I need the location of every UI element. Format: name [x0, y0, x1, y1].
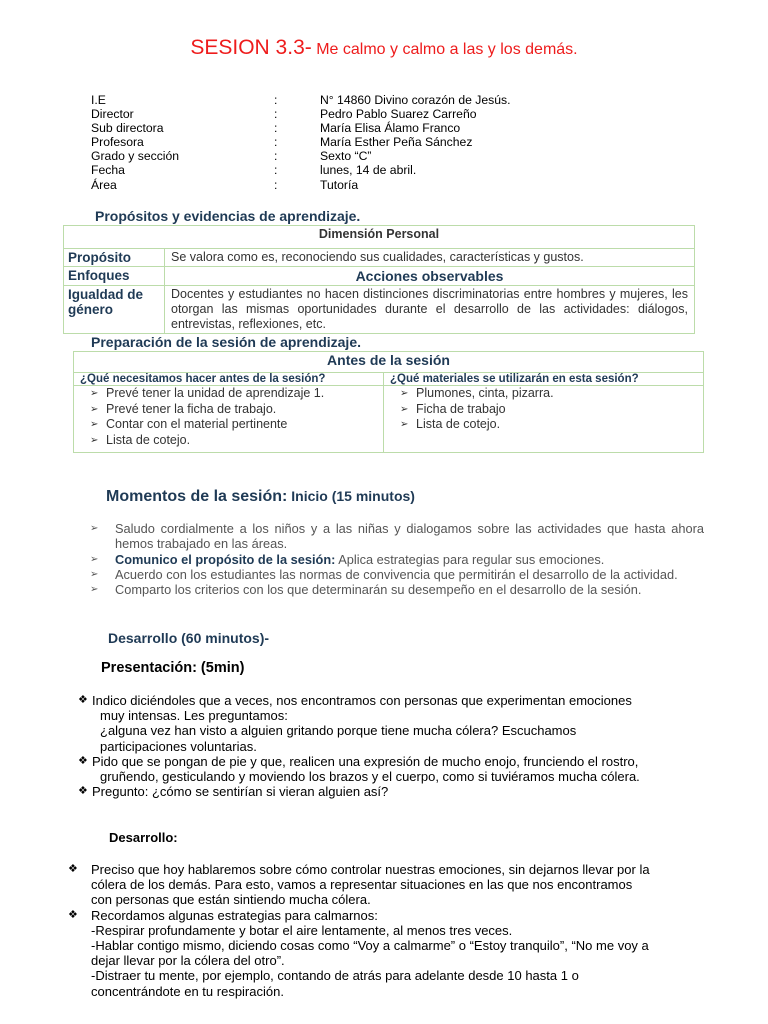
diamond-icon: ❖ [78, 785, 88, 798]
acciones-label: Acciones observables [165, 267, 695, 286]
col2-list [384, 386, 704, 453]
list-item: ➢ Prevé tener la unidad de aprendizaje 1. [90, 386, 325, 400]
diamond-icon: ❖ [68, 863, 78, 875]
info-label: Profesora [91, 135, 144, 150]
info-value: Pedro Pablo Suarez Carreño [320, 107, 477, 122]
col2-header: ¿Qué materiales se utilizarán en esta sesión? [384, 373, 704, 386]
info-label: Sub directora [91, 121, 164, 136]
info-label: Área [91, 177, 117, 192]
info-value: N° 14860 Divino corazón de Jesús. [320, 93, 511, 107]
arrow-icon: ➢ [90, 419, 99, 430]
moments-colon: : [282, 488, 288, 505]
arrow-icon: ➢ [90, 553, 99, 565]
list-item: ➢ Prevé tener la ficha de trabajo. [90, 401, 277, 416]
moments-heading [106, 488, 415, 506]
arrow-icon: ➢ [90, 403, 99, 415]
info-value: María Esther Peña Sánchez [320, 135, 473, 150]
list-item: ➢ Ficha de trabajo [400, 401, 506, 416]
desarrollo-list [68, 862, 708, 999]
info-value: María Elisa Álamo Franco [320, 121, 461, 136]
info-sep: : [274, 121, 278, 136]
arrow-icon: ➢ [90, 388, 99, 399]
info-label: I.E [91, 93, 106, 107]
list-item: ➢ Lista de cotejo. [90, 432, 191, 447]
presentacion-heading: Presentación: (5min) [101, 660, 245, 676]
proposito-text: Se valora como es, reconociendo sus cualidades, características y gustos. [165, 249, 695, 267]
arrow-icon: ➢ [90, 584, 99, 596]
arrow-icon: ➢ [400, 403, 409, 415]
list-item: ❖ Preciso que hoy hablaremos sobre cómo controlar nuestras emociones, sin dejarnos llevar por la cólera de los demás. Para esto, vamos a representar situaciones en las que nos encontramos con personas que están sintiendo mucha cólera. [68, 862, 650, 908]
arrow-icon: ➢ [400, 419, 409, 430]
arrow-icon: ➢ [90, 568, 99, 580]
igualdad-label: Igualdad de género [64, 286, 165, 334]
diamond-icon: ❖ [78, 754, 88, 767]
arrow-icon: ➢ [90, 523, 99, 534]
purposes-heading: Propósitos y evidencias de aprendizaje. [95, 208, 361, 224]
antes-header: Antes de la sesión [74, 352, 704, 373]
col1-list [74, 386, 384, 453]
list-item: ➢ Plumones, cinta, pizarra. [400, 386, 554, 400]
info-value: Sexto “C” [320, 149, 372, 164]
list-item: ❖ Pregunto: ¿cómo se sentirían si vieran alguien así? [78, 784, 389, 800]
purposes-table [63, 225, 695, 334]
list-item: ❖ Indico diciéndoles que a veces, nos encontramos con personas que experimentan emociones muy intensas. Les preguntamos: ¿alguna vez han visto a alguien gritando porque tiene mucha cólera? Escuchamos participaciones voluntarias. [78, 693, 632, 754]
moments-title: Momentos de la sesión [106, 488, 283, 505]
igualdad-text: Docentes y estudiantes no hacen distinciones discriminatorias entre hombres y mujeres, les otorgan las mismas oportunidades durante el desarrollo de las actividades: diálogos, entrevistas, reflexiones, etc. [165, 286, 695, 334]
info-label: Director [91, 107, 134, 122]
enfoques-label: Enfoques [64, 267, 165, 286]
preparation-heading: Preparación de la sesión de aprendizaje. [91, 334, 361, 350]
title-sub: Me calmo y calmo a las y los demás. [311, 41, 578, 58]
info-sep: : [274, 107, 278, 122]
page-title [0, 36, 768, 60]
info-sep: : [274, 135, 278, 150]
diamond-icon: ❖ [78, 694, 88, 706]
list-item: ❖ Recordamos algunas estrategias para calmarnos: -Respirar profundamente y botar el aire lentamente, al menos tres veces. -Hablar contigo mismo, diciendo cosas como “Voy a calmarme” o “Estoy tranquilo”, “No me voy a dejar llevar por la cólera del otro”. -Distraer tu mente, por ejemplo, contando de atrás para adelante desde 10 hasta 1 o concentrándote en tu respiración. [68, 907, 649, 999]
info-sep: : [274, 177, 278, 192]
list-item: ➢ Comparto los criterios con los que determinarán su desempeño en el desarrollo de la sesión. [90, 582, 642, 598]
list-item: ➢ Comunico el propósito de la sesión: Aplica estrategias para regular sus emociones. [90, 551, 605, 567]
info-sep: : [274, 163, 278, 178]
list-item: ➢ Saludo cordialmente a los niños y a las niñas y dialogamos sobre las actividades que hasta ahora hemos trabajado en las áreas. [90, 521, 704, 552]
desarrollo-heading: Desarrollo (60 minutos)- [108, 630, 270, 646]
arrow-icon: ➢ [400, 388, 409, 399]
info-sep: : [274, 93, 278, 107]
proposito-label: Propósito [64, 249, 165, 267]
arrow-icon: ➢ [90, 434, 99, 446]
info-value: Tutoría [320, 177, 359, 192]
info-label: Grado y sección [91, 149, 180, 164]
list-item: ➢ Lista de cotejo. [400, 417, 501, 431]
presentacion-list [78, 693, 698, 799]
preparation-table [73, 351, 704, 453]
inicio-list [90, 521, 704, 597]
dimension-header: Dimensión Personal [64, 226, 695, 249]
list-item: ❖ Pido que se pongan de pie y que, realicen una expresión de mucho enojo, frunciendo el rostro, gruñendo, gesticulando y moviendo los brazos y el cuerpo, como si tuviéramos mucha cólera. [78, 753, 640, 785]
info-sep: : [274, 149, 278, 164]
list-item: ➢ Acuerdo con los estudiantes las normas de convivencia que permitirán el desarrollo de la actividad. [90, 566, 678, 582]
col1-header: ¿Qué necesitamos hacer antes de la sesión? [74, 373, 384, 386]
list-item: ➢ Contar con el material pertinente [90, 417, 288, 431]
info-value: lunes, 14 de abril. [320, 163, 417, 178]
inicio-label: Inicio (15 minutos) [287, 488, 415, 504]
title-main: SESION 3.3- [190, 36, 312, 59]
desarrollo2-heading: Desarrollo: [109, 830, 178, 845]
info-label: Fecha [91, 163, 125, 178]
diamond-icon: ❖ [68, 908, 78, 921]
